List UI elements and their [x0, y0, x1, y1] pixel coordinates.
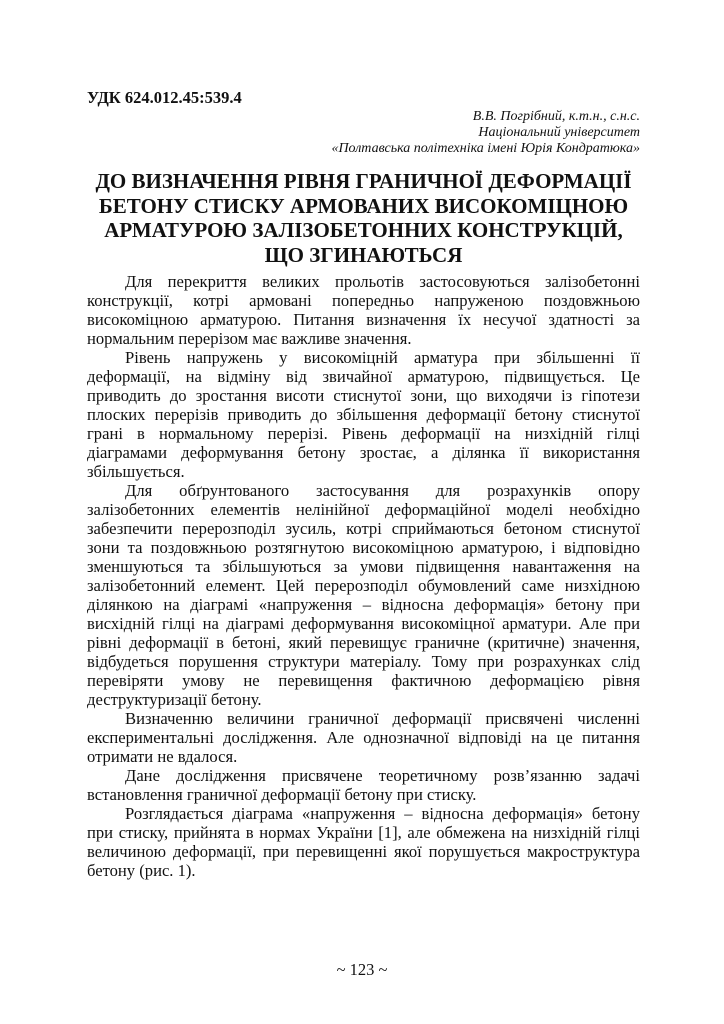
text-line: зони та поздовжньою розтягнутою високоміцною арматурою, і відповідно: [87, 538, 640, 557]
text-line: забезпечити перерозподіл зусиль, котрі сприймаються бетоном стиснутої: [87, 519, 640, 538]
text-line: Для обґрунтованого застосування для розрахунків опору: [125, 481, 640, 500]
text-line: приводить до зростання висоти стиснутої зони, що виходячи із гіпотези: [87, 386, 640, 405]
text-line: нормальним перерізом має важливе значення.: [87, 329, 412, 348]
text-line: грані в нормальному перерізі. Рівень деформації на низхідній гілці: [87, 424, 640, 443]
title-line: БЕТОНУ СТИСКУ АРМОВАНИХ ВИСОКОМІЦНОЮ: [98, 193, 629, 218]
author-name: В.В. Погрібний, к.т.н., с.н.с.: [472, 109, 640, 124]
text-line: Рівень напружень у високоміцній арматура при збільшенні її: [125, 348, 640, 367]
text-line: залізобетонних елементів нелінійної деформаційної моделі необхідно: [87, 500, 640, 519]
article-body: [87, 272, 640, 880]
text-line: ділянкою на діаграмі «напруження – відносна деформація» бетону при: [87, 595, 640, 614]
article-title: [80, 169, 647, 267]
paragraph: [87, 348, 640, 481]
text-line: рівні деформації в бетоні, який перевищує граничне (критичне) значення,: [87, 633, 640, 652]
author-affiliation: Національний університет: [478, 125, 640, 140]
text-line: при стиску, прийнята в нормах України [1], але обмежена на низхідній гілці: [87, 823, 640, 842]
author-affiliation-name: «Полтавська політехніка імені Юрія Кондратюка»: [331, 141, 640, 156]
text-line: високоміцною арматурою. Питання визначення їх несучої здатності за: [87, 310, 640, 329]
title-line: ЩО ЗГИНАЮТЬСЯ: [264, 242, 463, 267]
text-line: отримати не вдалося.: [87, 747, 238, 766]
text-line: деформації, на відміну від звичайної арматурою, підвищується. Це: [87, 367, 640, 386]
text-line: величиною деформації, при перевищенні якої порушується макроструктура: [87, 842, 640, 861]
text-line: встановлення граничної деформації бетону при стиску.: [87, 785, 477, 804]
text-line: бетону (рис. 1).: [87, 861, 196, 880]
text-line: конструкції, котрі армовані попередньо напруженою поздовжньою: [87, 291, 640, 310]
text-line: збільшується.: [87, 462, 185, 481]
paragraph: [87, 481, 640, 709]
text-line: перевіряти умову не перевищення фактичною деформацією рівня: [87, 671, 640, 690]
text-line: діаграмами деформування бетону зростає, а ділянка її використання: [87, 443, 640, 462]
text-line: Розглядається діаграма «напруження – відносна деформація» бетону: [125, 804, 640, 823]
text-line: Дане дослідження присвячене теоретичному розв’язанню задачі: [125, 766, 640, 785]
paragraph: [87, 272, 640, 348]
text-line: Для перекриття великих прольотів застосовуються залізобетонні: [125, 272, 640, 291]
paragraph: [87, 709, 640, 766]
text-line: експериментальні дослідження. Але однозначної відповіді на це питання: [87, 728, 640, 747]
udk-code: УДК 624.012.45:539.4: [87, 88, 242, 107]
text-line: Визначенню величини граничної деформації присвячені численні: [125, 709, 640, 728]
paragraph: [87, 766, 640, 804]
page-number: ~ 123 ~: [336, 960, 388, 979]
text-line: плоских перерізів приводить до збільшення деформації бетону стиснутої: [87, 405, 640, 424]
text-line: висхідній гілці на діаграмі деформування високоміцної арматури. Але при: [87, 614, 640, 633]
title-line: АРМАТУРОЮ ЗАЛІЗОБЕТОННИХ КОНСТРУКЦІЙ,: [104, 218, 623, 242]
author-block: [331, 109, 640, 157]
text-line: залізобетонний елемент. Цей перерозподіл обумовлений саме низхідною: [87, 576, 640, 595]
title-line: ДО ВИЗНАЧЕННЯ РІВНЯ ГРАНИЧНОЇ ДЕФОРМАЦІЇ: [95, 169, 632, 193]
paragraph: [87, 804, 640, 880]
text-line: відбудеться порушення структури матеріалу. Тому при розрахунках слід: [87, 652, 640, 671]
text-line: зменшуються та збільшуються за умови підвищення навантаження на: [87, 557, 640, 576]
text-line: деструктуризації бетону.: [87, 690, 262, 709]
